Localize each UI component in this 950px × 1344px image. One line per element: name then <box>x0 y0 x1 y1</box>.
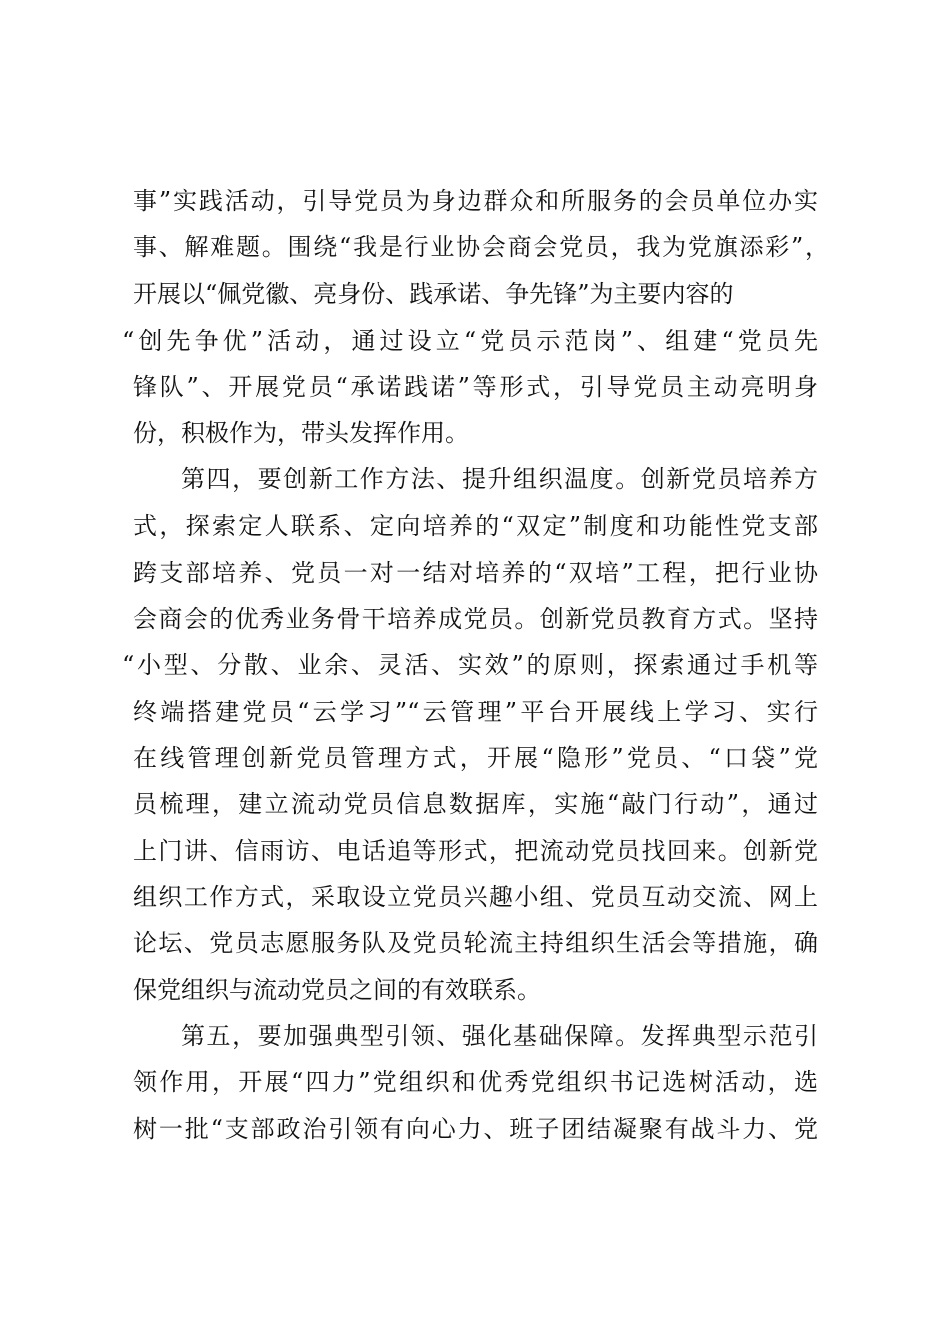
text-line: 上门讲、信雨访、电话追等形式，把流动党员找回来。创新党 <box>133 837 818 865</box>
text-line: “小型、分散、业余、灵活、实效”的原则，探索通过手机等 <box>122 651 818 679</box>
text-line: 在线管理创新党员管理方式，开展“隐形”党员、“口袋”党 <box>133 744 818 772</box>
text-line: 式，探索定人联系、定向培养的“双定”制度和功能性党支部 <box>133 512 818 540</box>
text-line: 树一批“支部政治引领有向心力、班子团结凝聚有战斗力、党 <box>133 1115 818 1143</box>
text-line: 事、解难题。围绕“我是行业协会商会党员，我为党旗添彩”， <box>133 233 829 261</box>
text-line: 开展以“佩党徽、亮身份、践承诺、争先锋”为主要内容的 <box>133 280 734 308</box>
text-line: 领作用，开展“四力”党组织和优秀党组织书记选树活动，选 <box>133 1068 818 1096</box>
text-line: 跨支部培养、党员一对一结对培养的“双培”工程，把行业协 <box>133 559 818 587</box>
text-line: 员梳理，建立流动党员信息数据库，实施“敲门行动”，通过 <box>133 790 818 818</box>
text-line: 事”实践活动，引导党员为身边群众和所服务的会员单位办实 <box>133 187 818 215</box>
text-line: 会商会的优秀业务骨干培养成党员。创新党员教育方式。坚持 <box>133 605 818 633</box>
text-line: “创先争优”活动，通过设立“党员示范岗”、组建“党员先 <box>122 327 818 355</box>
text-line: 论坛、党员志愿服务队及党员轮流主持组织生活会等措施，确 <box>133 929 818 957</box>
text-line: 锋队”、开展党员“承诺践诺”等形式，引导党员主动亮明身 <box>133 373 818 401</box>
text-line: 终端搭建党员“云学习”“云管理”平台开展线上学习、实行 <box>133 698 818 726</box>
paragraph-start-line: 第四，要创新工作方法、提升组织温度。创新党员培养方 <box>181 465 818 493</box>
text-line: 组织工作方式，采取设立党员兴趣小组、党员互动交流、网上 <box>133 883 818 911</box>
text-line: 保党组织与流动党员之间的有效联系。 <box>133 976 541 1004</box>
text-line: 份，积极作为，带头发挥作用。 <box>133 419 469 447</box>
paragraph-start-line: 第五，要加强典型引领、强化基础保障。发挥典型示范引 <box>181 1022 818 1050</box>
